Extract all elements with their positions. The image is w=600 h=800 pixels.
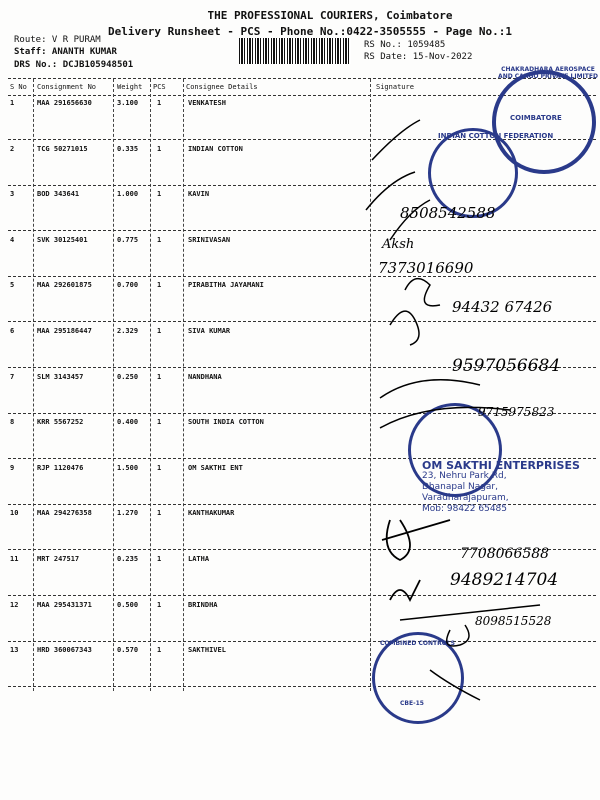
- handwritten-phone-11: 9489214704: [450, 570, 559, 590]
- row-sno: 2: [10, 145, 15, 153]
- row-weight: 2.329: [117, 327, 139, 335]
- row-consignee: PIRABITHA JAYAMANI: [188, 281, 264, 289]
- row-sno: 6: [10, 327, 15, 335]
- company-title: THE PROFESSIONAL COURIERS, Coimbatore: [207, 9, 453, 22]
- row-pcs: 1: [157, 281, 162, 289]
- row-consignee: SIVA KUMAR: [188, 327, 231, 335]
- federation-stamp-text: INDIAN COTTON FEDERATION: [438, 132, 554, 140]
- row-pcs: 1: [157, 190, 162, 198]
- row-consignment-no: RJP 1120476: [37, 464, 84, 472]
- row-sno: 10: [10, 509, 19, 517]
- row-weight: 1.500: [117, 464, 139, 472]
- row-weight: 0.400: [117, 418, 139, 426]
- row-consignment-no: KRR 5567252: [37, 418, 84, 426]
- controls-stamp-sub: CBE-15: [400, 700, 424, 707]
- row-consignee: SAKTHIVEL: [188, 646, 226, 654]
- rs-date: RS Date: 15-Nov-2022: [364, 52, 473, 62]
- row-consignment-no: BOD 343641: [37, 190, 80, 198]
- row-consignee: SOUTH INDIA COTTON: [188, 418, 264, 426]
- col-header-consignment: Consignment No: [37, 83, 97, 91]
- staff-label: Staff: ANANTH KUMAR: [14, 47, 117, 57]
- row-weight: 0.700: [117, 281, 139, 289]
- row-pcs: 1: [157, 646, 162, 654]
- row-pcs: 1: [157, 418, 162, 426]
- handwritten-phone-7: 9715975823: [478, 405, 555, 419]
- handwritten-phone-10: 7708066588: [460, 546, 550, 562]
- route-label: Route: V R PURAM: [14, 35, 101, 45]
- row-weight: 0.500: [117, 601, 139, 609]
- row-consignee: KAVIN: [188, 190, 210, 198]
- chakradhara-stamp-text: CHAKRADHARA AEROSPACE AND CARGO PRIVATE LIMITED: [498, 66, 598, 80]
- row-sno: 11: [10, 555, 19, 563]
- col-divider: [150, 79, 151, 691]
- handwritten-signature-4: Aksh: [382, 237, 415, 252]
- handwritten-phone-5: 94432 67426: [452, 298, 553, 316]
- row-consignee: INDIAN COTTON: [188, 145, 243, 153]
- row-pcs: 1: [157, 236, 162, 244]
- controls-stamp-text: COMBINED CONTROLS: [380, 640, 455, 647]
- row-sno: 9: [10, 464, 15, 472]
- row-pcs: 1: [157, 509, 162, 517]
- row-pcs: 1: [157, 464, 162, 472]
- row-consignment-no: MRT 247517: [37, 555, 80, 563]
- row-weight: 1.000: [117, 190, 139, 198]
- handwritten-phone-6: 9597056684: [452, 356, 561, 376]
- row-consignee: KANTHAKUMAR: [188, 509, 235, 517]
- signature-strokes: [360, 100, 600, 720]
- row-pcs: 1: [157, 601, 162, 609]
- row-consignment-no: SLM 3143457: [37, 373, 84, 381]
- row-sno: 1: [10, 99, 15, 107]
- row-sno: 4: [10, 236, 15, 244]
- row-sno: 5: [10, 281, 15, 289]
- col-divider: [113, 79, 114, 691]
- row-sno: 12: [10, 601, 19, 609]
- om-sakthi-address-2: Dhanapal Nagar,: [422, 482, 498, 492]
- om-sakthi-mobile: Mob: 98422 65485: [422, 504, 507, 514]
- row-consignee: NANDHANA: [188, 373, 222, 381]
- row-consignment-no: MAA 294276358: [37, 509, 92, 517]
- row-consignee: BRINDHA: [188, 601, 218, 609]
- om-sakthi-address-1: 23, Nehru Park Rd,: [422, 471, 507, 481]
- row-consignment-no: SVK 30125401: [37, 236, 88, 244]
- handwritten-phone-12: 8098515528: [475, 614, 552, 628]
- handwritten-phone-4: 7373016690: [378, 259, 474, 277]
- row-consignment-no: MAA 295186447: [37, 327, 92, 335]
- col-header-signature: Signature: [376, 83, 414, 91]
- om-sakthi-address-3: Varadharajapuram,: [422, 493, 509, 503]
- row-consignee: SRINIVASAN: [188, 236, 231, 244]
- col-header-sno: S No: [10, 83, 27, 91]
- row-pcs: 1: [157, 327, 162, 335]
- row-consignment-no: TCG 50271015: [37, 145, 88, 153]
- barcode: [239, 38, 351, 64]
- row-consignment-no: MAA 292601875: [37, 281, 92, 289]
- row-weight: 0.335: [117, 145, 139, 153]
- col-divider: [33, 79, 34, 691]
- row-weight: 1.270: [117, 509, 139, 517]
- row-pcs: 1: [157, 145, 162, 153]
- row-weight: 0.250: [117, 373, 139, 381]
- col-header-consignee: Consignee Details: [186, 83, 258, 91]
- row-sno: 13: [10, 646, 19, 654]
- col-divider: [183, 79, 184, 691]
- col-header-weight: Weight: [117, 83, 143, 91]
- row-weight: 0.235: [117, 555, 139, 563]
- rs-number: RS No.: 1059485: [364, 40, 446, 50]
- row-consignment-no: HRD 360067343: [37, 646, 92, 654]
- row-consignee: OM SAKTHI ENT: [188, 464, 243, 472]
- row-sno: 7: [10, 373, 15, 381]
- row-weight: 0.775: [117, 236, 139, 244]
- row-consignment-no: MAA 291656630: [37, 99, 92, 107]
- handwritten-phone-3: 8508542588: [400, 204, 496, 222]
- row-weight: 0.570: [117, 646, 139, 654]
- col-header-pcs: PCS: [153, 83, 166, 91]
- row-consignee: VENKATESH: [188, 99, 226, 107]
- row-consignment-no: MAA 295431371: [37, 601, 92, 609]
- drs-number: DRS No.: DCJB105948501: [14, 60, 134, 70]
- row-consignee: LATHA: [188, 555, 210, 563]
- row-sno: 3: [10, 190, 15, 198]
- row-pcs: 1: [157, 99, 162, 107]
- row-weight: 3.100: [117, 99, 139, 107]
- coimbatore-stamp-text: COIMBATORE: [510, 114, 562, 122]
- runsheet-title: Delivery Runsheet - PCS - Phone No.:0422-3505555 - Page No.:1: [108, 25, 512, 38]
- row-sno: 8: [10, 418, 15, 426]
- om-sakthi-name: OM SAKTHI ENTERPRISES: [422, 459, 580, 472]
- row-pcs: 1: [157, 373, 162, 381]
- row-pcs: 1: [157, 555, 162, 563]
